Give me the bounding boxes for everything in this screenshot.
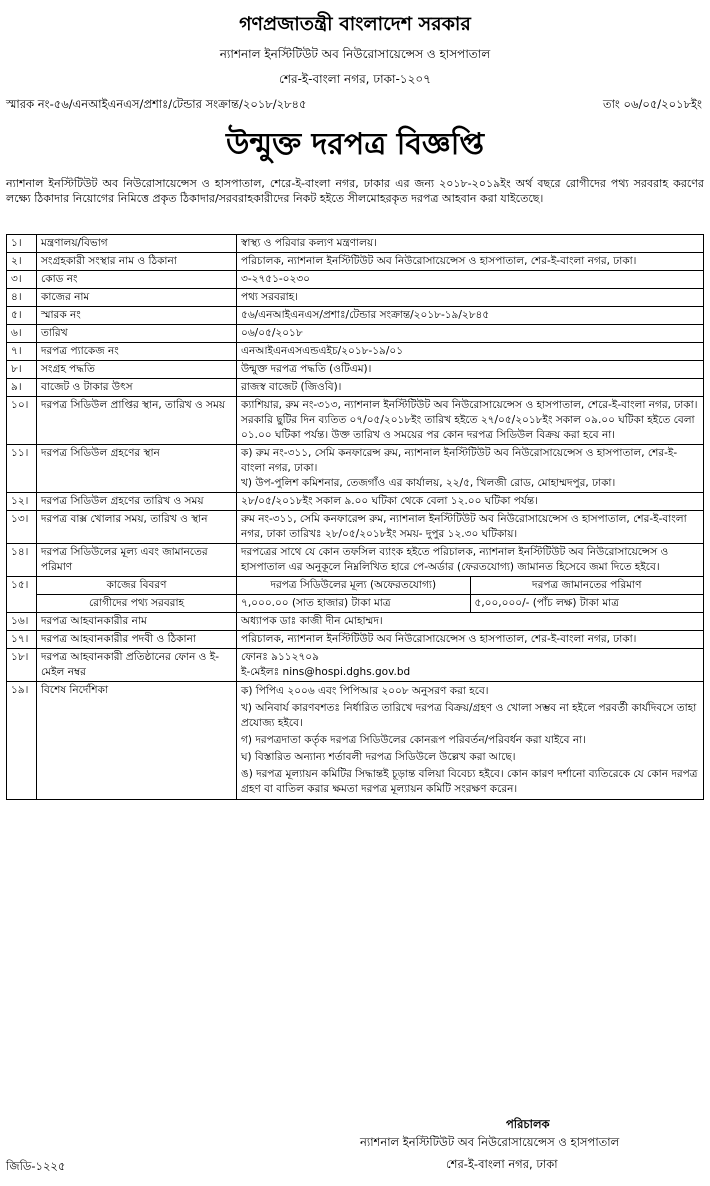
work-description-header: কাজের বিবরণ xyxy=(37,577,237,595)
row-label: বাজেট ও টাকার উৎস xyxy=(37,379,237,397)
schedule-price-header: দরপত্র সিডিউলের মূল্য (অফেরতযোগ্য) xyxy=(270,579,437,591)
row-number: ১৯। xyxy=(7,682,37,800)
row-number: ১৪। xyxy=(7,544,37,577)
price-header-split xyxy=(237,577,703,594)
row-number: ৪। xyxy=(7,289,37,307)
table-row xyxy=(7,445,704,493)
signatory-title: পরিচালক xyxy=(506,1117,550,1131)
price-headers xyxy=(237,577,704,595)
row-number: ৭। xyxy=(7,343,37,361)
row-number: ১৮। xyxy=(7,649,37,682)
row-label: কাজের নাম xyxy=(37,289,237,307)
row-value: দরপত্রের সাথে যে কোন তফসিল ব্যাংক হইতে পরিচালক, ন্যাশনাল ইনস্টিটিউট অব নিউরোসায়েন্সেস ও হাসপাতাল এর অনুকূলে নিম্নলিখিত হারে পে-অর্ডার (ফেরতযোগ্য) জামানত হিসেবে জমা দিতে হইবে। xyxy=(237,544,704,577)
row-number: ১১। xyxy=(7,445,37,493)
instruction-item: ঘ) বিস্তারিত অন্যান্য শর্তাবলী দরপত্র সিডিউলে উল্লেখ করা আছে। xyxy=(241,751,516,763)
table-row xyxy=(7,289,704,307)
government-heading: গণপ্রজাতন্ত্রী বাংলাদেশ সরকার xyxy=(239,13,471,35)
table-row xyxy=(7,361,704,379)
phone-number: ফোনঃ ৯১১২৭০৯ xyxy=(241,651,319,663)
row-number: ১৫। xyxy=(7,577,37,613)
row-value: পথ্য সরবরাহ। xyxy=(237,289,704,307)
table-row xyxy=(7,253,704,271)
instruction-item: খ) অনিবার্য কারণবশতঃ নির্ধারিত তারিখে দরপত্র বিক্রয়/গ্রহণ ও খোলা সম্ভব না হইলে পরবর্তী কার্যদিবসে তাহা প্রযোজ্য হইবে। xyxy=(241,702,697,729)
row-label: কোড নং xyxy=(37,271,237,289)
row-label: দরপত্র সিডিউলের মূল্য এবং জামানতের পরিমাণ xyxy=(37,544,237,577)
table-row xyxy=(7,595,704,613)
row-number: ১৩। xyxy=(7,511,37,544)
row-number: ১৭। xyxy=(7,631,37,649)
special-instructions xyxy=(237,682,704,800)
row-number: ৯। xyxy=(7,379,37,397)
row-number: ২। xyxy=(7,253,37,271)
row-label: দরপত্র আহবানকারী প্রতিষ্ঠানের ফোন ও ই-মেইল নম্বর xyxy=(37,649,237,682)
table-row xyxy=(7,649,704,682)
table-row xyxy=(7,577,704,595)
row-label: দরপত্র বাক্স খোলার সময়, তারিখ ও স্থান xyxy=(37,511,237,544)
row-value: রাজস্ব বাজেট (জিওবি)। xyxy=(237,379,704,397)
row-value: পরিচালক, ন্যাশনাল ইনস্টিটিউট অব নিউরোসায়েন্সেস ও হাসপাতাল, শের-ই-বাংলা নগর, ঢাকা। xyxy=(237,253,704,271)
work-description: রোগীদের পথ্য সরবরাহ xyxy=(37,595,237,613)
table-row xyxy=(7,325,704,343)
row-value: ০৬/০৫/২০১৮ xyxy=(237,325,704,343)
table-row xyxy=(7,511,704,544)
row-number: ৫। xyxy=(7,307,37,325)
table-row xyxy=(7,271,704,289)
row-label: বিশেষ নির্দেশিকা xyxy=(37,682,237,800)
signatory-organization: ন্যাশনাল ইনস্টিটিউট অব নিউরোসায়েন্সেস ও হাসপাতাল xyxy=(360,1135,620,1149)
row-label: দরপত্র সিডিউল গ্রহণের স্থান xyxy=(37,445,237,493)
row-label: তারিখ xyxy=(37,325,237,343)
row-value: স্বাস্থ্য ও পরিবার কল্যণ মন্ত্রণালয়। xyxy=(237,235,704,253)
row-value xyxy=(237,649,704,682)
row-value: উন্মুক্ত দরপত্র পদ্ধতি (ওটিএম)। xyxy=(237,361,704,379)
row-value: ৩-২৭৫১-০২৩০ xyxy=(237,271,704,289)
instruction-item: গ) দরপত্রদাতা কর্তৃক দরপত্র সিডিউলের কোনরূপ পরিবর্তন/পরিবর্ধন করা যাইবে না। xyxy=(241,734,586,746)
row-number: ৩। xyxy=(7,271,37,289)
row-label: দরপত্র সিডিউল গ্রহণের তারিখ ও সময় xyxy=(37,493,237,511)
table-row xyxy=(7,544,704,577)
row-label: দরপত্র আহবানকারীর পদবী ও ঠিকানা xyxy=(37,631,237,649)
table-row xyxy=(7,343,704,361)
table-row xyxy=(7,682,704,800)
row-label: সংগ্রহকারী সংস্থার নাম ও ঠিকানা xyxy=(37,253,237,271)
row-value: পরিচালক, ন্যাশনাল ইনস্টিটিউট অব নিউরোসায়েন্সেস ও হাসপাতাল, শের-ই-বাংলা নগর, ঢাকা। xyxy=(237,631,704,649)
row-value: ২৮/০৫/২০১৮ইং সকাল ৯.০০ ঘটিকা থেকে বেলা ১২.০০ ঘটিকা পর্যন্ত। xyxy=(237,493,704,511)
table-row xyxy=(7,397,704,445)
row-label: দরপত্র সিডিউল প্রাপ্তির স্থান, তারিখ ও সময় xyxy=(37,397,237,445)
intro-paragraph: ন্যাশনাল ইনস্টিটিউট অব নিউরোসায়েন্সেস ও হাসপাতাল, শেরে-ই-বাংলা নগর, ঢাকার এর জন্য ২০১৮-২০১৯ইং অর্থ বছরে রোগীদের পথ্য সরবরাহ করণের লক্ষ্যে ঠিকাদার নিয়োগের নিমিত্তে প্রকৃত ঠিকাদার/সরবরাহকারীদের নিকট হইতে সীলমোহরকৃত দরপত্র আহবান করা যাইতেছে। xyxy=(6,177,704,205)
row-number: ৮। xyxy=(7,361,37,379)
instruction-item: ক) পিপিএ ২০০৬ এবং পিপিআর ২০০৮ অনুসরণ করা হবে। xyxy=(241,685,489,697)
row-number: ১০। xyxy=(7,397,37,445)
table-row xyxy=(7,379,704,397)
row-label: মন্ত্রণালয়/বিভাগ xyxy=(37,235,237,253)
row-number: ১২। xyxy=(7,493,37,511)
notice-date: তাং ০৬/০৫/২০১৮ইং xyxy=(602,97,702,111)
price-value-split xyxy=(237,595,703,612)
submission-place-a: ক) রুম নং-৩১১, সেমি কনফারেন্স রুম, ন্যাশনাল ইনস্টিটিউট অব নিউরোসায়েন্সেস ও হাসপাতাল, শের-ই-বাংলা নগর, ঢাকা। xyxy=(241,447,678,474)
row-number: ১। xyxy=(7,235,37,253)
table-row xyxy=(7,631,704,649)
row-value: এনআইএনএসএন্ডএইচ/২০১৮-১৯/০১ xyxy=(237,343,704,361)
institute-address: শের-ই-বাংলা নগর, ঢাকা-১২০৭ xyxy=(279,72,431,86)
row-label: স্মারক নং xyxy=(37,307,237,325)
row-value: ৫৬/এনআইএনএস/প্রশাঃ/টেন্ডার সংক্রান্ত/২০১৮-১৯/২৮৪৫ xyxy=(237,307,704,325)
table-row xyxy=(7,493,704,511)
memo-number: স্মারক নং-৫৬/এনআইএনএস/প্রশাঃ/টেন্ডার সংক্রান্ত/২০১৮/২৮৪৫ xyxy=(6,97,307,111)
schedule-price: ৭,০০০.০০ (সাত হাজার) টাকা মাত্র xyxy=(241,597,391,609)
row-value: ক্যাশিয়ার, রুম নং-৩১৩, ন্যাশনাল ইনস্টিটিউট অব নিউরোসায়েন্সেস ও হাসপাতাল, শেরে-ই-বাংলা নগর, ঢাকা। সরকারি ছুটির দিন ব্যতিত ০৭/০৫/২০১৮ইং তারিখ হইতে ২৭/০৫/২০১৮ইং সকাল ০৯.০০ ঘটিকা হইতে বেলা ০১.০০ ঘটিকা পর্যন্ত। উক্ত তারিখ ও সময়ের পর কোন দরপত্র সিডিউল বিক্রয় করা হবে না। xyxy=(237,397,704,445)
table-row xyxy=(7,307,704,325)
signatory-address: শের-ই-বাংলা নগর, ঢাকা xyxy=(446,1157,558,1171)
email-address: ই-মেইলঃ nins@hospi.dghs.gov.bd xyxy=(241,666,411,678)
row-value: রুম নং-৩১১, সেমি কনফারেন্স রুম, ন্যাশনাল ইনস্টিটিউট অব নিউরোসায়েন্সেস ও হাসপাতাল, শের-ই-বাংলা নগর, ঢাকা তারিখঃ ২৮/০৫/২০১৮ইং সময়- দুপুর ১২.৩০ ঘটিকায়। xyxy=(237,511,704,544)
row-label: দরপত্র আহবানকারীর নাম xyxy=(37,613,237,631)
row-label: সংগ্রহ পদ্ধতি xyxy=(37,361,237,379)
security-amount: ৫,০০,০০০/- (পাঁচ লক্ষ) টাকা মাত্র xyxy=(470,595,704,612)
row-number: ৬। xyxy=(7,325,37,343)
gd-number: জিডি-১২২৫ xyxy=(6,1159,66,1173)
table-row xyxy=(7,613,704,631)
tender-details-table xyxy=(6,234,704,800)
row-number: ১৬। xyxy=(7,613,37,631)
notice-title: উন্মুক্ত দরপত্র বিজ্ঞপ্তি xyxy=(225,127,484,162)
table-row xyxy=(7,235,704,253)
row-value: অধ্যাপক ডাঃ কাজী দীন মোহাম্মদ। xyxy=(237,613,704,631)
price-values xyxy=(237,595,704,613)
row-value xyxy=(237,445,704,493)
row-label: দরপত্র প্যাকেজ নং xyxy=(37,343,237,361)
security-amount-header: দরপত্র জামানতের পরিমাণ xyxy=(470,577,704,594)
submission-place-b: খ) উপ-পুলিশ কমিশনার, তেজগাঁও এর কার্যালয়, ২২/৫, খিলজী রোড, মোহাম্মদপুর, ঢাকা। xyxy=(241,477,616,489)
instruction-item: ঙ) দরপত্র মূল্যায়ন কমিটির সিদ্ধান্তই চূড়ান্ত বলিয়া বিবেচ্য হইবে। কোন কারণ দর্শানো ব্যতিরেকে যে কোন দরপত্র গ্রহণ বা বাতিল করার ক্ষমতা দরপত্র মূল্যায়ন কমিটি সংরক্ষণ করেন। xyxy=(241,768,698,795)
institute-name: ন্যাশনাল ইনস্টিটিউট অব নিউরোসায়েন্সেস ও হাসপাতাল xyxy=(219,47,491,61)
